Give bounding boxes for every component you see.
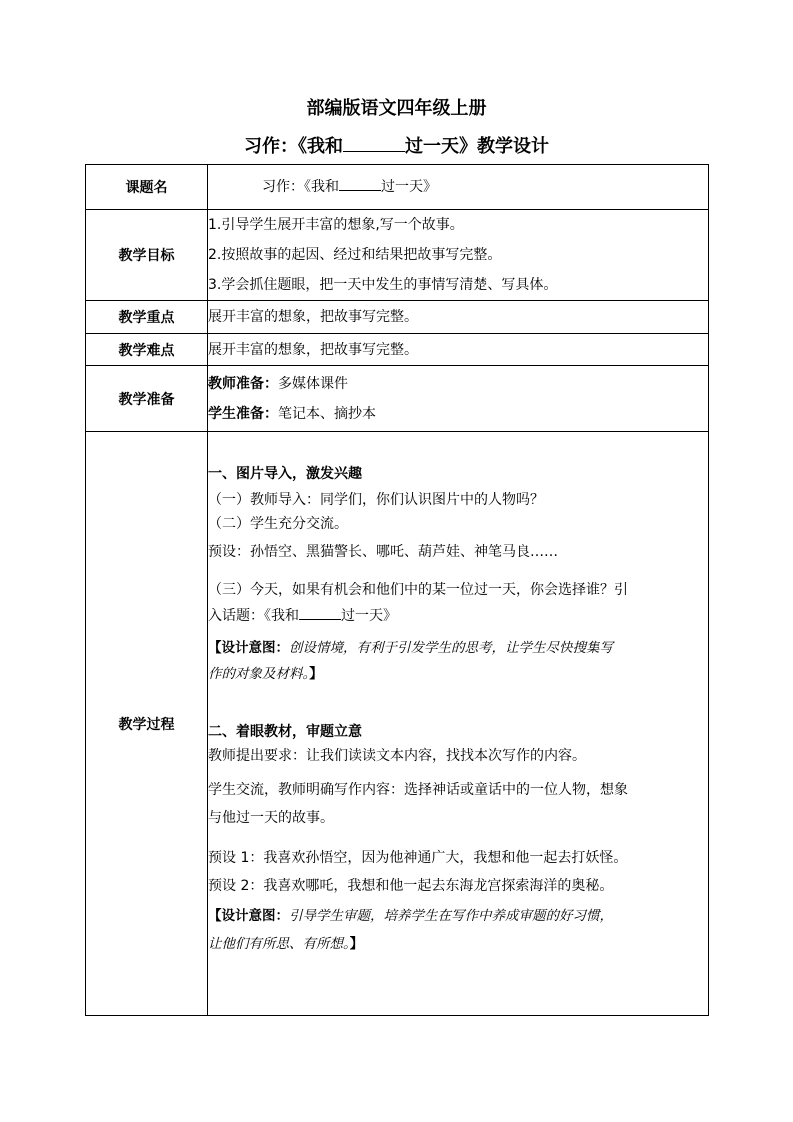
topic-content: [208, 165, 709, 210]
label-topic: 课题名: [86, 165, 208, 210]
section-1-para: 预设：孙悟空、黑猫警长、哪吒、葫芦娃、神笔马良……: [208, 544, 558, 560]
goal-item: 3.学会抓住题眼，把一天中发生的事情写清楚、写具体。: [208, 277, 558, 293]
process-section-2: [208, 722, 708, 960]
section-1-para: （三）今天，如果有机会和他们中的某一位过一天，你会选择谁？引: [208, 582, 628, 598]
label-difficulties: 教学难点: [86, 334, 208, 366]
student-prep-label: 学生准备：: [208, 405, 278, 422]
label-process: 教学过程: [86, 432, 208, 1016]
design-intent-text: 创设情境，有利于引发学生的思考，让学生尽快搜集写: [289, 640, 613, 656]
design-intent-text: 引导学生审题，培养学生在写作中养成审题的好习惯，: [289, 908, 613, 924]
section-1-para: （二）学生充分交流。: [208, 516, 348, 532]
design-intent-label: 【设计意图：: [208, 640, 289, 656]
topic-suffix: 过一天》: [381, 179, 437, 195]
lesson-plan-table: [85, 164, 709, 1016]
section-1-para: （一）教师导入：同学们，你们认识图片中的人物吗？: [208, 492, 544, 508]
process-section-1: [208, 464, 708, 722]
label-preparation: 教学准备: [86, 366, 208, 432]
subtitle-suffix: 过一天》教学设计: [405, 136, 549, 157]
topic-prefix: 习作：《我和: [262, 179, 339, 195]
section-2-para: 与他过一天的故事。: [208, 810, 334, 826]
design-intent-1-cont: [208, 664, 708, 722]
table-row: [86, 432, 709, 1016]
teacher-preparation: [208, 369, 708, 399]
goal-item: 2.按照故事的起因、经过和结果把故事写完整。: [208, 247, 502, 263]
topic-intro-prefix: 入话题：《我和: [208, 608, 299, 624]
table-row: [86, 210, 709, 301]
section-2-para: 学生交流，教师明确写作内容：选择神话或童话中的一位人物，想象: [208, 782, 628, 798]
section-2-para: 预设 1：我喜欢孙悟空，因为他神通广大，我想和他一起去打妖怪。: [208, 850, 628, 866]
section-2-para: 教师提出要求：让我们读读文本内容，找找本次写作的内容。: [208, 748, 586, 764]
topic-blank-line: [339, 177, 381, 191]
title-blank-line: [343, 134, 405, 152]
key-points-content: 展开丰富的想象，把故事写完整。: [208, 301, 709, 334]
design-intent-end: 】: [349, 936, 364, 952]
topic-intro-blank: [299, 606, 341, 620]
difficulties-content: 展开丰富的想象，把故事写完整。: [208, 334, 709, 366]
design-intent-text: 作的对象及材料。: [208, 666, 310, 682]
label-goals: 教学目标: [86, 210, 208, 301]
topic-intro-suffix: 过一天》: [341, 608, 397, 624]
design-intent-1: [208, 638, 708, 664]
goals-content: [208, 210, 709, 301]
design-intent-end: 】: [309, 666, 323, 682]
teacher-prep-value: 多媒体课件: [278, 375, 348, 392]
label-key-points: 教学重点: [86, 301, 208, 334]
section-2-para: 预设 2：我喜欢哪吒，我想和他一起去东海龙宫探索海洋的奥秘。: [208, 878, 614, 894]
section-2-heading: 二、着眼教材，审题立意: [208, 724, 362, 740]
preparation-content: [208, 366, 709, 432]
table-row: [86, 301, 709, 334]
document-subtitle: [0, 134, 793, 159]
table-row: [86, 334, 709, 366]
section-1-para: [208, 606, 708, 638]
student-prep-value: 笔记本、摘抄本: [278, 405, 376, 422]
section-1-heading: 一、图片导入，激发兴趣: [208, 466, 362, 482]
design-intent-text: 让他们有所思、有所想。: [208, 936, 350, 952]
design-intent-label: 【设计意图：: [208, 908, 289, 924]
teacher-prep-label: 教师准备：: [208, 375, 278, 392]
design-intent-2: [208, 906, 708, 934]
subtitle-prefix: 习作：《我和: [244, 136, 343, 157]
student-preparation: [208, 399, 708, 429]
table-row: [86, 366, 709, 432]
document-title: 部编版语文四年级上册: [306, 98, 487, 119]
goal-item: 1.引导学生展开丰富的想象,写一个故事。: [208, 217, 464, 233]
design-intent-2-cont: [208, 934, 708, 960]
process-content: [208, 432, 709, 1016]
table-row: [86, 165, 709, 210]
